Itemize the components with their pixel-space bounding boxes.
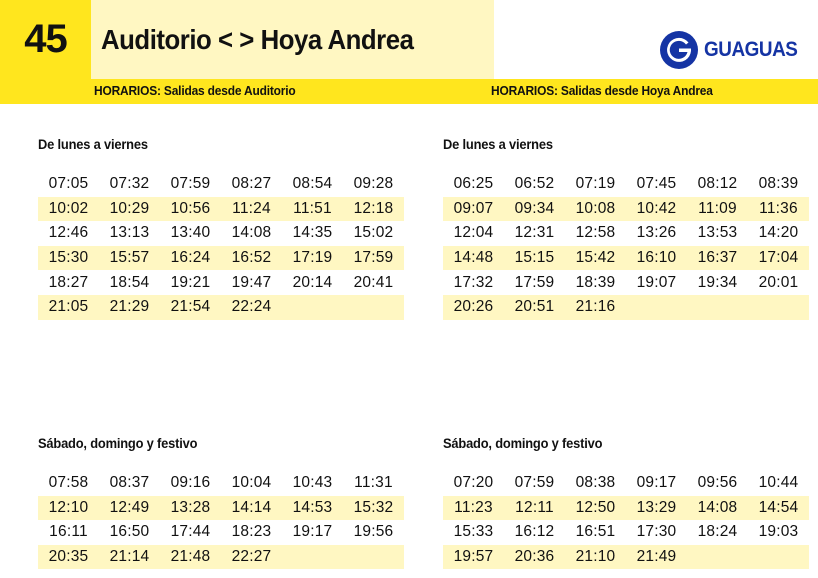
schedule-row [38,172,404,197]
departure-time: 13:13 [109,224,150,242]
departure-time: 09:17 [636,474,677,492]
departure-time: 16:12 [514,523,555,541]
departure-time: 17:19 [292,249,333,267]
departure-time: 09:34 [514,199,555,217]
departure-time: 20:41 [353,273,394,291]
schedule-row [443,545,809,570]
departure-time: 11:24 [232,199,271,217]
departure-time: 16:10 [636,249,677,267]
departure-time: 11:09 [698,199,737,217]
departure-time: 07:59 [514,474,555,492]
departure-time: 13:40 [170,224,211,242]
schedule-row [443,520,809,545]
departure-time: 14:54 [758,498,799,516]
departure-time: 11:23 [454,498,493,516]
departure-time: 13:29 [636,498,677,516]
departure-time: 19:03 [758,523,799,541]
departure-time: 13:53 [697,224,738,242]
departure-time: 16:37 [697,249,738,267]
departure-time: 10:04 [231,474,272,492]
section-title: Sábado, domingo y festivo [443,435,603,451]
departure-time: 17:30 [636,523,677,541]
departure-time: 16:50 [109,523,150,541]
departure-time: 15:57 [109,249,150,267]
departure-time: 10:42 [636,199,677,217]
section-title: Sábado, domingo y festivo [38,435,198,451]
departure-time: 14:08 [697,498,738,516]
departure-time: 09:16 [170,474,211,492]
schedule-row [443,496,809,521]
schedule-row [38,471,404,496]
schedule-row [38,270,404,295]
schedule-row [443,270,809,295]
departure-time: 18:24 [697,523,738,541]
departure-time: 08:54 [292,175,333,193]
departure-time: 15:15 [514,249,555,267]
departure-time: 16:11 [49,523,88,541]
subtitle-bar [0,79,818,104]
guaguas-g-icon [660,31,698,69]
schedule-row [38,520,404,545]
schedule-row [38,246,404,271]
departure-time: 20:01 [758,273,799,291]
departure-time: 19:57 [453,548,494,566]
departure-time: 18:54 [109,273,150,291]
departure-time: 21:54 [170,298,211,316]
route-title-box [91,0,494,79]
departure-time: 07:32 [109,175,150,193]
departure-time: 20:36 [514,548,555,566]
departure-time: 17:59 [514,273,555,291]
departure-time: 15:33 [453,523,494,541]
departure-time: 14:14 [231,498,272,516]
departure-time: 18:39 [575,273,616,291]
departure-time: 08:12 [697,175,738,193]
right-weekend-section [443,435,809,569]
departure-time: 10:56 [170,199,211,217]
departure-time: 21:29 [109,298,150,316]
departure-time: 08:38 [575,474,616,492]
departure-time: 22:24 [231,298,272,316]
departure-time: 08:27 [231,175,272,193]
section-title: De lunes a viernes [38,136,148,152]
departure-time: 15:42 [575,249,616,267]
departure-time: 15:32 [353,498,394,516]
departure-time: 10:08 [575,199,616,217]
departure-time: 22:27 [231,548,272,566]
left-weekday-section [38,136,404,320]
departure-time: 19:34 [697,273,738,291]
schedule-grid [38,172,404,320]
departure-time: 09:56 [697,474,738,492]
schedule-row [443,172,809,197]
departure-time: 17:44 [170,523,211,541]
schedule-row [38,545,404,570]
departure-time: 11:36 [759,199,798,217]
departure-time: 12:31 [514,224,555,242]
departure-time: 19:21 [170,273,211,291]
departure-time: 12:50 [575,498,616,516]
right-weekday-section [443,136,809,320]
departure-time: 12:10 [48,498,89,516]
departure-time: 14:48 [453,249,494,267]
departure-time: 07:59 [170,175,211,193]
departure-time: 12:58 [575,224,616,242]
departure-time: 16:52 [231,249,272,267]
schedule-row [443,295,809,320]
departure-time: 07:45 [636,175,677,193]
departure-time: 10:44 [758,474,799,492]
right-subtitle: HORARIOS: Salidas desde Hoya Andrea [491,83,713,98]
departure-time: 08:37 [109,474,150,492]
route-title: Auditorio < > Hoya Andrea [101,23,414,55]
departure-time: 21:10 [575,548,616,566]
departure-time: 07:58 [48,474,89,492]
line-number: 45 [24,17,67,61]
section-title: De lunes a viernes [443,136,553,152]
departure-time: 14:20 [758,224,799,242]
guaguas-logo [660,30,808,70]
departure-time: 21:14 [109,548,150,566]
departure-time: 21:48 [170,548,211,566]
departure-time: 07:20 [453,474,494,492]
schedule-row [38,197,404,222]
departure-time: 20:35 [48,548,89,566]
departure-time: 17:04 [758,249,799,267]
schedule-grid [443,172,809,320]
departure-time: 17:59 [353,249,394,267]
schedule-row [443,197,809,222]
departure-time: 10:43 [292,474,333,492]
schedule-row [38,496,404,521]
departure-time: 10:29 [109,199,150,217]
departure-time: 09:28 [353,175,394,193]
schedule-row [443,221,809,246]
departure-time: 14:35 [292,224,333,242]
departure-time: 14:53 [292,498,333,516]
departure-time: 16:51 [575,523,616,541]
left-weekend-section [38,435,404,569]
departure-time: 07:19 [575,175,616,193]
departure-time: 12:11 [515,498,554,516]
schedule-row [443,246,809,271]
schedule-grid [443,471,809,569]
departure-time: 14:08 [231,224,272,242]
departure-time: 11:31 [354,474,393,492]
departure-time: 21:49 [636,548,677,566]
departure-time: 12:49 [109,498,150,516]
brand-name: GUAGUAS [704,38,798,61]
departure-time: 17:32 [453,273,494,291]
departure-time: 16:24 [170,249,211,267]
schedule-row [443,471,809,496]
departure-time: 19:47 [231,273,272,291]
departure-time: 20:26 [453,298,494,316]
departure-time: 19:56 [353,523,394,541]
departure-time: 11:51 [293,199,332,217]
departure-time: 12:04 [453,224,494,242]
schedule-row [38,221,404,246]
departure-time: 08:39 [758,175,799,193]
departure-time: 06:25 [453,175,494,193]
departure-time: 19:17 [292,523,333,541]
departure-time: 09:07 [453,199,494,217]
departure-time: 19:07 [636,273,677,291]
departure-time: 20:14 [292,273,333,291]
line-number-box [0,0,91,79]
departure-time: 13:28 [170,498,211,516]
schedule-row [38,295,404,320]
departure-time: 12:18 [353,199,394,217]
departure-time: 07:05 [48,175,89,193]
departure-time: 20:51 [514,298,555,316]
departure-time: 21:05 [48,298,89,316]
departure-time: 13:26 [636,224,677,242]
departure-time: 06:52 [514,175,555,193]
departure-time: 21:16 [575,298,616,316]
departure-time: 18:27 [48,273,89,291]
left-subtitle: HORARIOS: Salidas desde Auditorio [94,83,296,98]
departure-time: 12:46 [48,224,89,242]
departure-time: 15:02 [353,224,394,242]
departure-time: 18:23 [231,523,272,541]
departure-time: 10:02 [48,199,89,217]
departure-time: 15:30 [48,249,89,267]
schedule-grid [38,471,404,569]
